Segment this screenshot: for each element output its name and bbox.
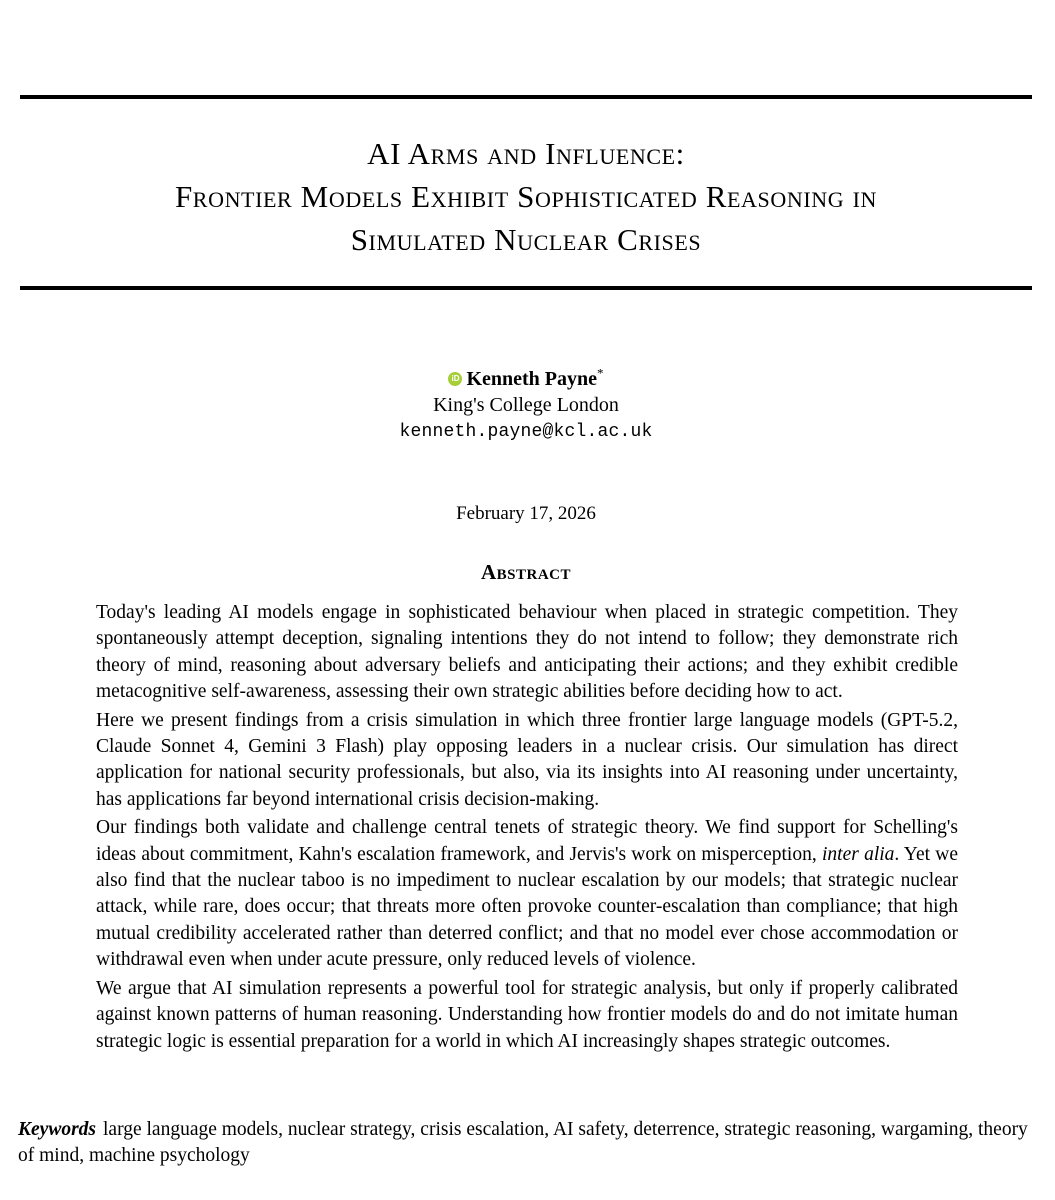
author-footnote-marker: * bbox=[597, 365, 604, 381]
abstract-p3-after-italic: . Yet we also find that the nuclear taboo is no impediment to nuclear escalation by our models; that strategic nuclear attack, while rare, does occur; that threats more often provoke counter-escalation than compliance; that high mutual credibility accelerated rather than deterred conflict; and that no model ever chose accommodation or withdrawal even when under acute pressure, only reduced levels of violence. bbox=[96, 843, 959, 971]
abstract-paragraph-4: We argue that AI simulation represents a powerful tool for strategic analysis, but only if properly calibrated against known patterns of human reasoning. Understanding how frontier models do and do not imitate human strategic logic is essential preparation for a world in which AI increasingly shapes strategic outcomes. bbox=[96, 977, 958, 1052]
title-line-1: AI Arms and Influence: bbox=[367, 136, 685, 171]
orcid-id-icon[interactable] bbox=[448, 372, 462, 386]
keywords-line bbox=[18, 1117, 1036, 1170]
keywords-text: large language models, nuclear strategy, crisis escalation, AI safety, deterrence, strategic reasoning, wargaming, theory of mind, machine psychology bbox=[18, 1119, 1028, 1167]
abstract-heading: Abstract bbox=[480, 560, 572, 584]
keywords-label: Keywords bbox=[18, 1119, 96, 1140]
header-rule-top bbox=[20, 95, 1032, 99]
header-rule-bottom bbox=[20, 286, 1032, 290]
author-email[interactable]: kenneth.payne@kcl.ac.uk bbox=[399, 422, 653, 442]
abstract-paragraph-3 bbox=[96, 815, 958, 973]
abstract-paragraph-1: Today's leading AI models engage in sophisticated behaviour when placed in strategic competition. They spontaneously attempt deception, signaling intentions they do not intend to follow; they demonstrate rich theory of mind, reasoning about adversary beliefs and anticipating their actions; and they exhibit credible metacognitive self-awareness, assessing their own strategic abilities before deciding how to act. bbox=[96, 602, 958, 703]
title-line-3: Simulated Nuclear Crises bbox=[350, 222, 702, 257]
title-line-2: Frontier Models Exhibit Sophisticated Reasoning in bbox=[174, 179, 878, 214]
abstract-paragraph-2: Here we present findings from a crisis simulation in which three frontier large language models (GPT-5.2, Claude Sonnet 4, Gemini 3 Flash) play opposing leaders in a nuclear crisis. Our simulation has direct application for national security professionals, but also, via its insights into AI reasoning under uncertainty, has applications far beyond international crisis decision-making. bbox=[96, 709, 958, 810]
author-affiliation: King's College London bbox=[433, 394, 619, 416]
abstract-body bbox=[96, 600, 958, 1055]
page-title bbox=[20, 132, 1032, 261]
abstract-p3-before-italic: Our findings both validate and challenge central tenets of strategic theory. We find support for Schelling's ideas about commitment, Kahn's escalation framework, and Jervis's work on misperception, bbox=[96, 817, 958, 865]
publication-date: February 17, 2026 bbox=[456, 503, 596, 524]
abstract-p3-italic-phrase: inter alia bbox=[821, 843, 895, 865]
author-block bbox=[20, 366, 1032, 446]
author-name-line bbox=[20, 366, 1032, 392]
author-name: Kenneth Payne bbox=[466, 368, 598, 390]
